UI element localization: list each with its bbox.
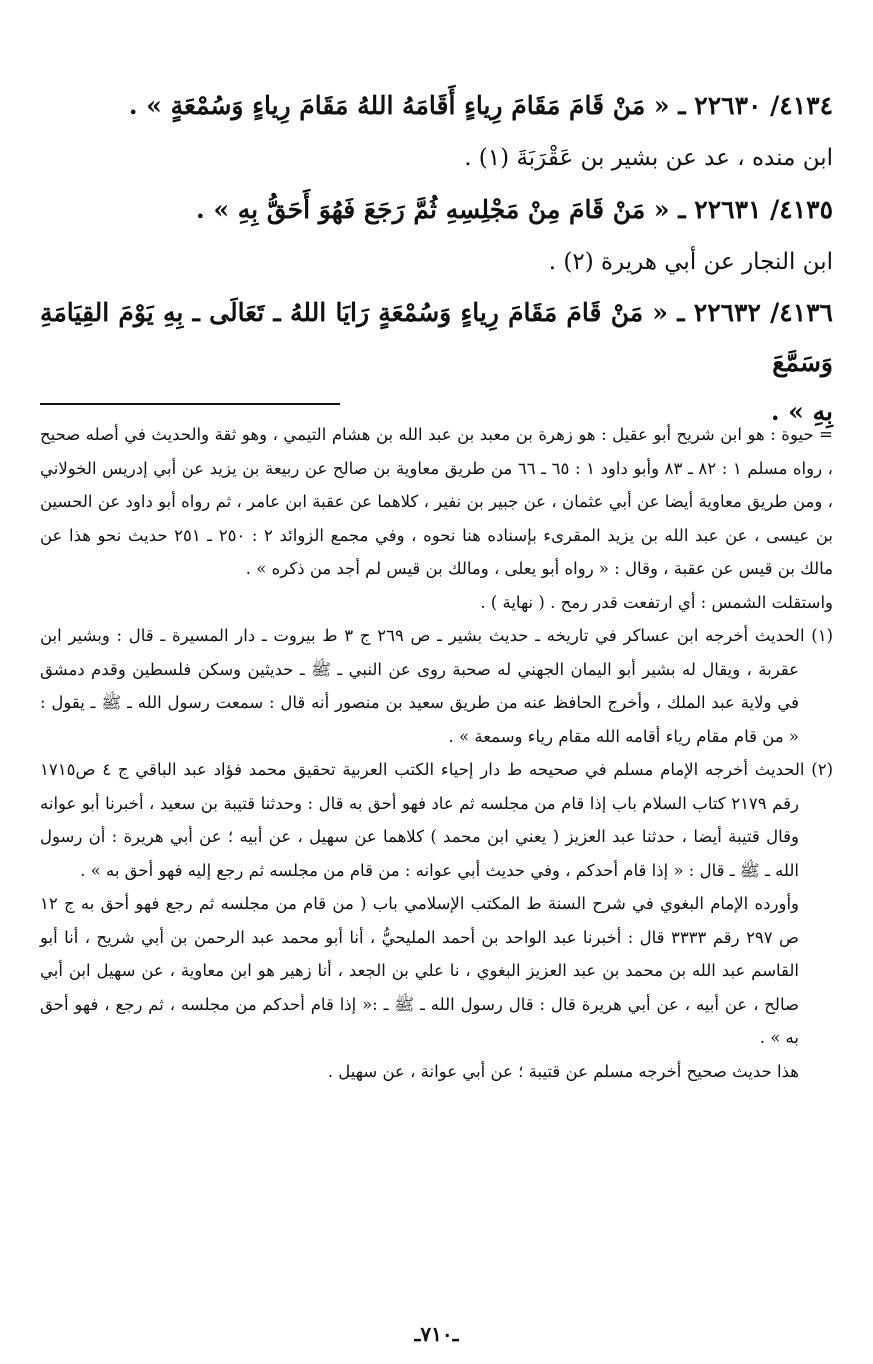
hadith-4136-continuation: بِهِ » . — [770, 397, 833, 426]
hadith-4135-source: ابن النجار عن أبي هريرة (٢) . — [548, 249, 833, 275]
hadith-4136: ٤١٣٦/ ٢٢٦٣٢ ـ « مَنْ قَامَ مَقَامَ رِياءٍ وَسُمْعَةٍ رَايَا اللهُ ـ تَعَالَى ـ بِهِ يَوْمَ القِيَامَةِ وَسَمَّعَ — [40, 298, 833, 377]
footnote-2-baghawi: وأورده الإمام البغوي في شرح السنة ط المكتب الإسلامي باب ( من قام من مجلسه ثم رجع فهو أحق به ج ١٢ ص ٢٩٧ رقم ٣٣٣٣ قال : أخبرنا عبد الواحد بن أحمد المليحيُّ ، أنا أبو محمد عبد الرحمن بن أبي شريح ، أنا أبو القاسم عبد الله بن محمد بن عبد العزيز البغوي ، نا علي بن الجعد ، أنا زهير هو ابن معاوية ، عن سهيل ابن أبي صالح ، عن أبيه ، عن أبي هريرة قال : قال رسول الله ـ ﷺ ـ :« إذا قام أحدكم من مجلسه ، ثم رجع ، فهو أحق به » . — [40, 894, 800, 1047]
footnote-continued-gloss: واستقلت الشمس : أي ارتفعت قدر رمح . ( نهاية ) . — [480, 592, 833, 612]
page-number: ـ٧١٠ـ — [414, 1322, 459, 1346]
book-page — [40, 80, 834, 1346]
footnote-separator — [40, 403, 340, 405]
footnote-2: (٢) الحديث أخرجه الإمام مسلم في صحيحه ط دار إحياء الكتب العربية تحقيق محمد فؤاد عبد الباقي ج ٤ ص١٧١٥ رقم ٢١٧٩ كتاب السلام باب إذا قام من مجلسه ثم عاد فهو أحق به قال : وحدثنا قتيبة بن سعيد ، أخبرنا أبو عوانه وقال قتيبة أيضا ، حدثنا عبد العزيز ( يعني ابن محمد ) كلاهما عن سهيل ، عن أبيه ؛ عن أبي هريرة : أن رسول الله ـ ﷺ ـ قال : « إذا قام أحدكم ، وفي حديث أبي عوانه : من قام من مجلسه ثم رجع إليه فهو أحق به » . — [40, 760, 834, 880]
footnotes — [40, 418, 833, 1088]
footnote-2-verdict: هذا حديث صحيح أخرجه مسلم عن قتيبة ؛ عن أبي عوانة ، عن سهيل . — [327, 1061, 799, 1081]
hadith-4134: ٤١٣٤/ ٢٢٦٣٠ ـ « مَنْ قَامَ مَقَامَ رِياءٍ أَقَامَهُ اللهُ مَقَامَ رِياءٍ وَسُمْعَةٍ » . — [128, 91, 833, 120]
hadith-4134-source: ابن منده ، عد عن بشير بن عَقْرَبَةَ (١) . — [464, 145, 833, 171]
hadith-4135: ٤١٣٥/ ٢٢٦٣١ ـ « مَنْ قَامَ مِنْ مَجْلِسِهِ ثُمَّ رَجَعَ فَهُوَ أَحَقُّ بِهِ » . — [196, 195, 833, 224]
footnote-1: (١) الحديث أخرجه ابن عساكر في تاريخه ـ حديث بشير ـ ص ٢٦٩ ج ٣ ط بيروت ـ دار المسيرة ـ قال : وبشير ابن عقربة ، ويقال له بشير أبو اليمان الجهني له صحبة روى عن النبي ـ ﷺ ـ حديثين وسكن فلسطين وقدم دمشق في ولاية عبد الملك ، وأخرج الحافظ عنه من طريق سعيد بن منصور أنه قال : سمعت رسول الله ـ ﷺ ـ يقول : « من قام مقام رياء أقامه الله مقام رياء وسمعة » . — [40, 626, 833, 746]
footnote-continued-text: = حيوة : هو ابن شريح أبو عقيل : هو زهرة بن معبد بن عبد الله بن هشام التيمي ، وهو ثقة والحديث في أصله صحيح ، رواه مسلم ١ : ٨٢ ـ ٨٣ وأبو داود ١ : ٦٥ ـ ٦٦ من طريق معاوية بن صالح عن ربيعة بن يزيد عن أبي إدريس الخولاني ، ومن طريق معاوية أيضا عن أبي عثمان ، عن جبير بن نفير ، كلاهما عن عقبة ابن عامر ، ثم رواه أبو داود عن الحسين بن عيسى ، عن عبد الله بن يزيد المقرىء بإسناده هنا نحوه ، وفي مجمع الزوائد ٢ : ٢٥٠ ـ ٢٥١ حديث نحو هذا عن مالك بن قيس عن عقبة ، وقال : « رواه أبو يعلى ، ومالك بن قيس لم أجد من ذكره » . — [40, 425, 833, 578]
